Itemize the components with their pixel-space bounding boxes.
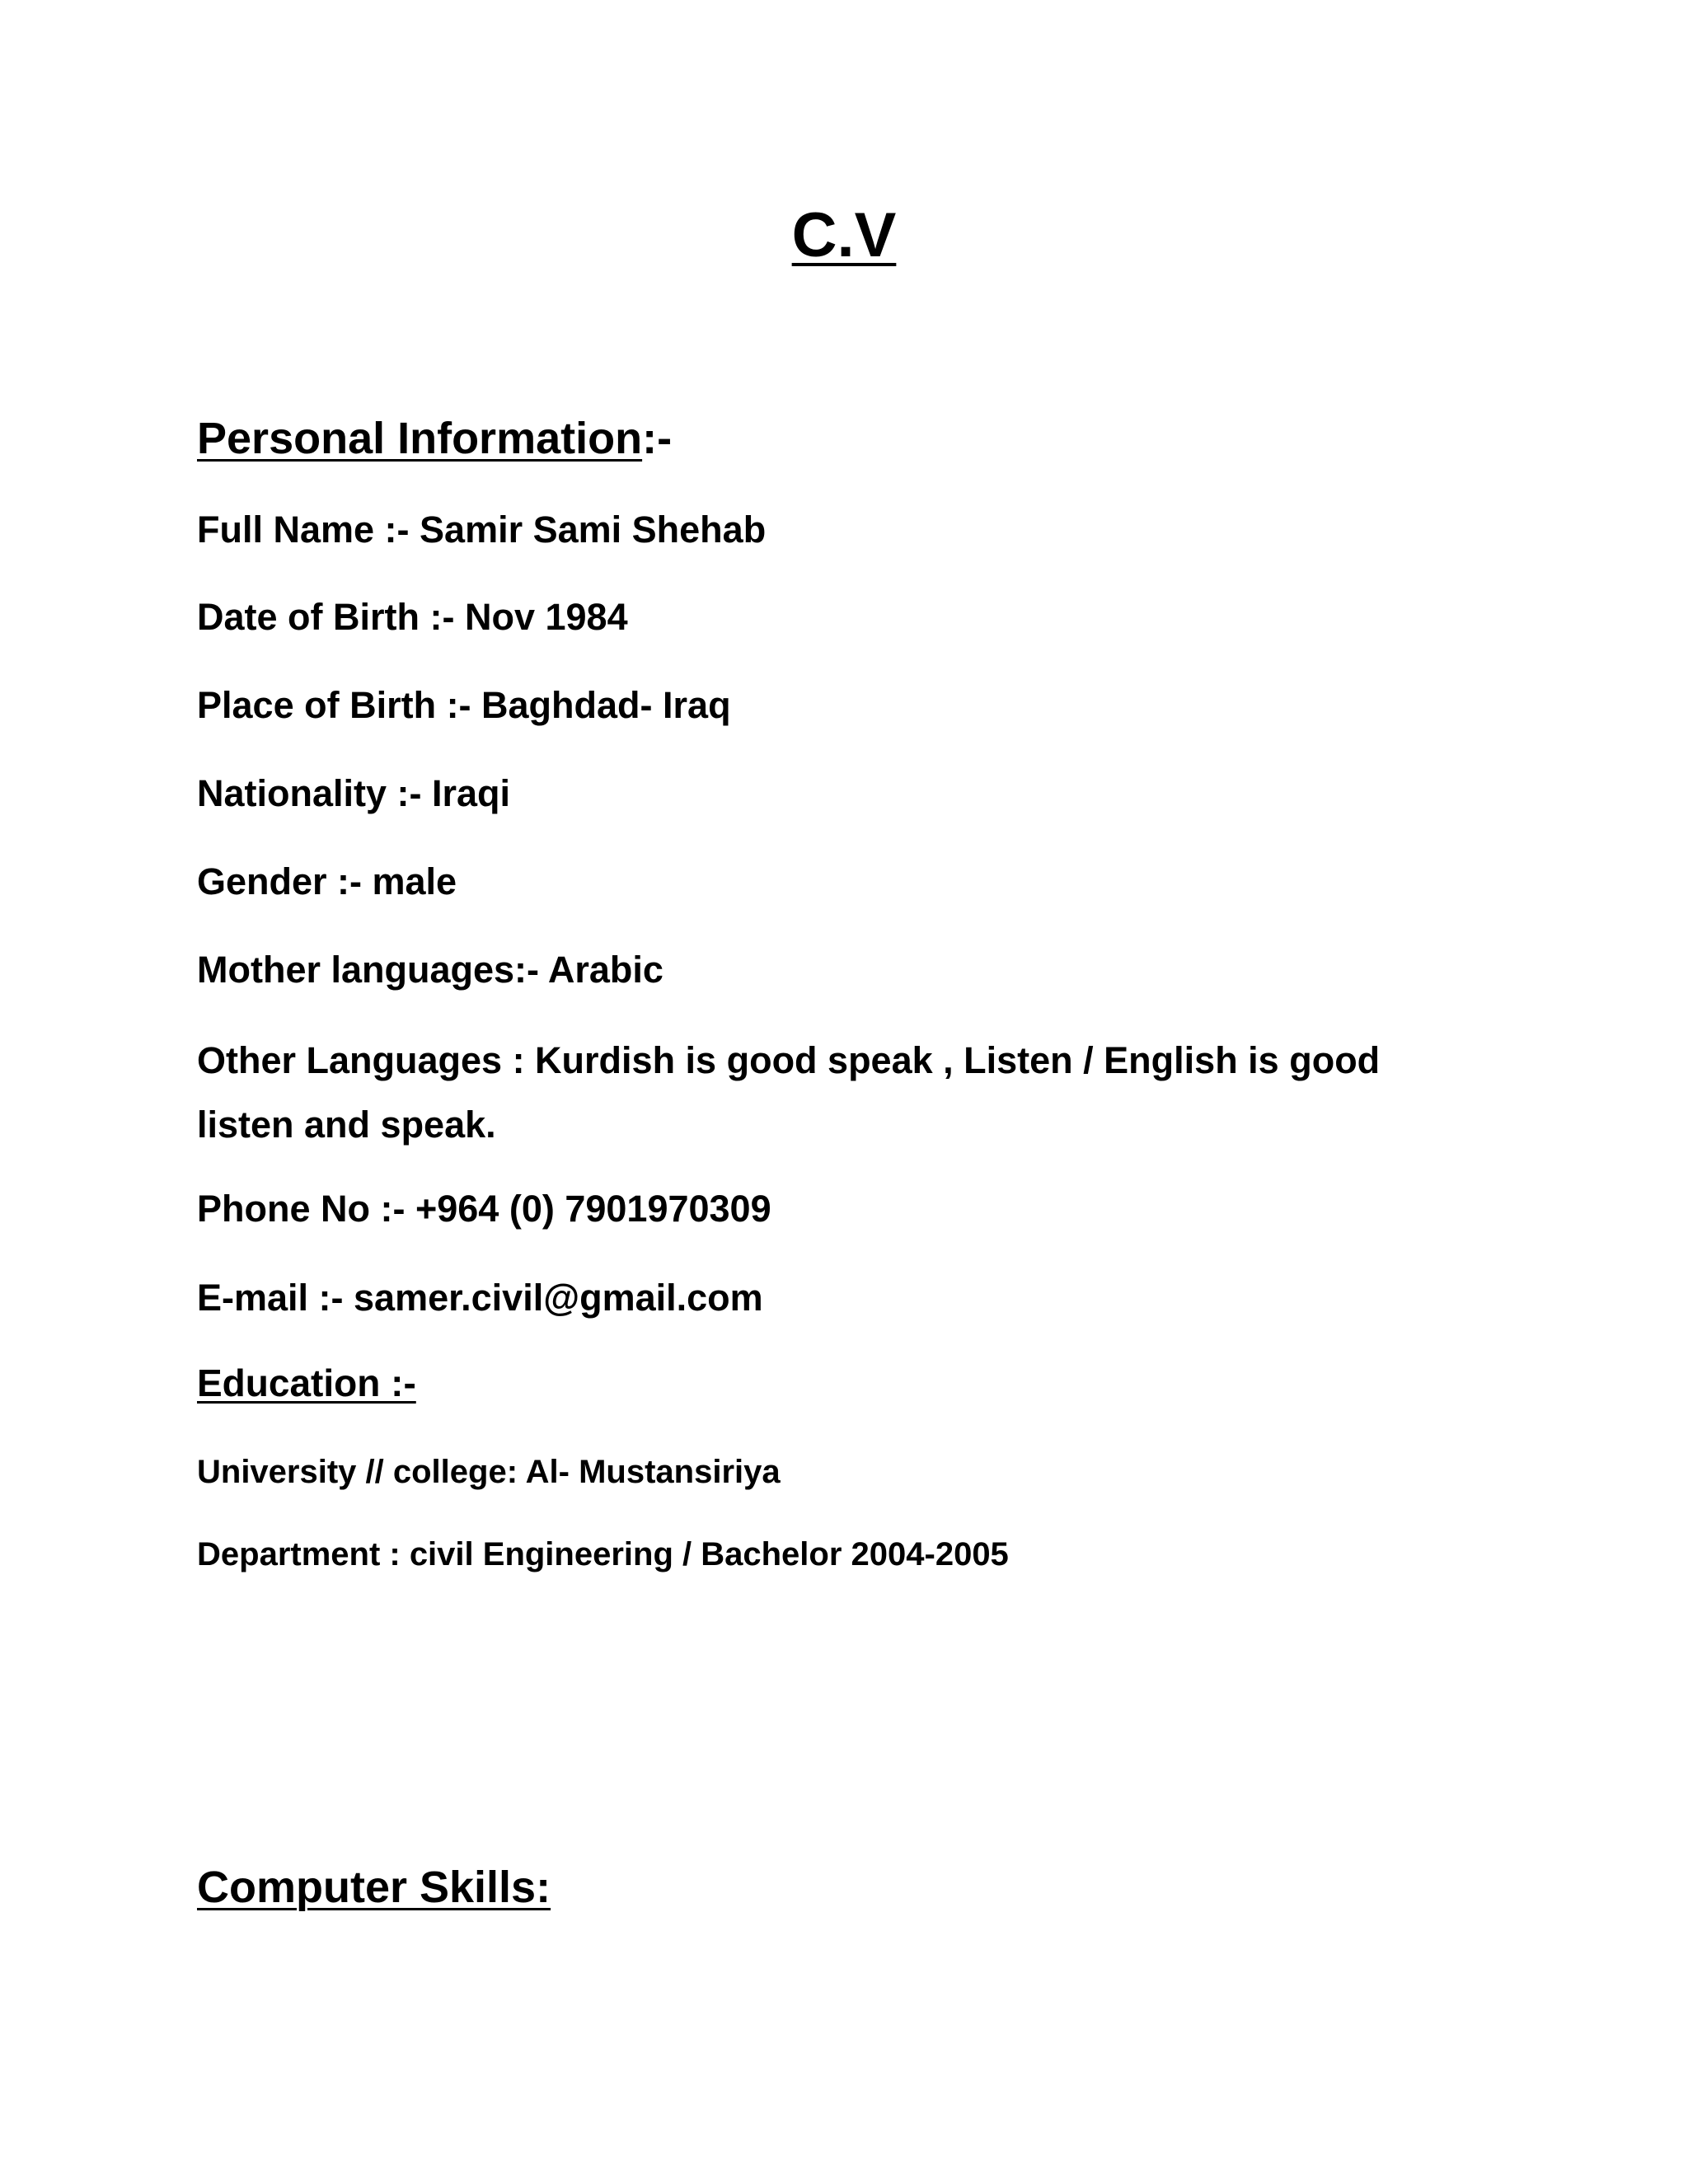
document-title-text: C.V bbox=[791, 200, 897, 270]
other-languages-field: Other Languages : Kurdish is good speak , Listen / English is good listen and speak. bbox=[197, 1039, 1381, 1146]
document-title bbox=[0, 198, 1688, 273]
personal-information-heading-text: Personal Information bbox=[197, 414, 643, 463]
personal-information-heading bbox=[197, 412, 672, 466]
computer-skills-heading-text: Computer Skills: bbox=[197, 1863, 551, 1912]
computer-skills-heading bbox=[197, 1861, 551, 1915]
department-field: Department : civil Engineering / Bachelor 2004-2005 bbox=[197, 1536, 1009, 1572]
personal-information-heading-suffix: :- bbox=[642, 414, 673, 463]
date-of-birth-field: Date of Birth :- Nov 1984 bbox=[197, 596, 628, 638]
nationality-field: Nationality :- Iraqi bbox=[197, 772, 511, 814]
phone-field: Phone No :- +964 (0) 7901970309 bbox=[197, 1188, 771, 1230]
education-heading-text: Education :- bbox=[197, 1361, 416, 1404]
gender-field: Gender :- male bbox=[197, 860, 457, 902]
mother-languages-field: Mother languages:- Arabic bbox=[197, 949, 663, 991]
education-heading bbox=[197, 1361, 416, 1406]
place-of-birth-field: Place of Birth :- Baghdad- Iraq bbox=[197, 684, 731, 726]
university-field: University // college: Al- Mustansiriya bbox=[197, 1454, 781, 1490]
email-field: E-mail :- samer.civil@gmail.com bbox=[197, 1277, 763, 1319]
full-name-field: Full Name :- Samir Sami Shehab bbox=[197, 509, 767, 551]
